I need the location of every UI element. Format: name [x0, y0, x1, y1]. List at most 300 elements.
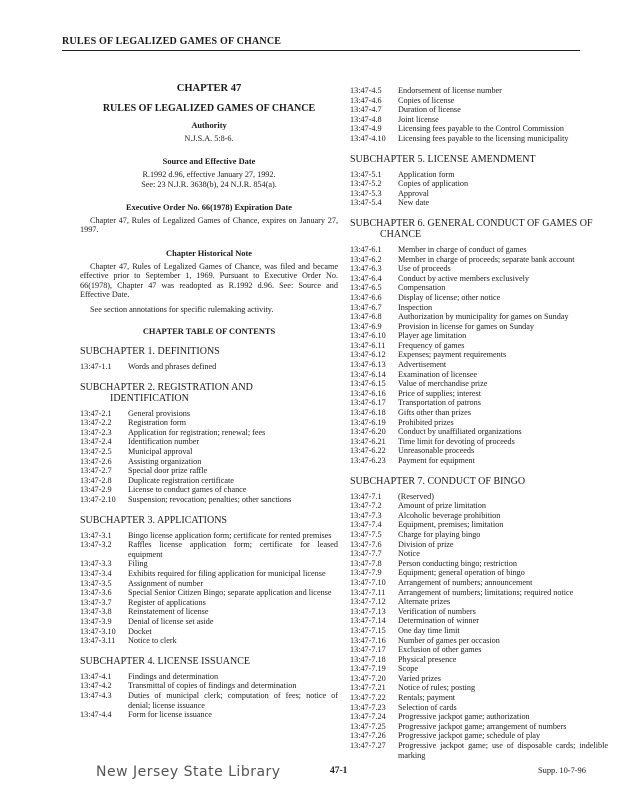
toc-entry — [350, 179, 608, 189]
toc-entry — [80, 466, 338, 476]
right-top-entries — [350, 86, 608, 144]
toc-entry — [350, 170, 608, 180]
section-number: 13:47-7.21 — [350, 683, 386, 693]
executive-order-heading: Executive Order No. 66(1978) Expiration Date — [126, 203, 292, 213]
section-title: Duplicate registration certificate — [128, 475, 234, 485]
section-title: Notice of rules; posting — [398, 683, 476, 693]
toc-entry — [350, 511, 608, 521]
section-title: Exclusion of other games — [398, 645, 482, 655]
section-title: Member in charge of conduct of games — [398, 244, 527, 254]
section-title: Denial of license set aside — [128, 616, 214, 626]
authority-text: N.J.S.A. 5:8-6. — [184, 133, 234, 143]
section-number: 13:47-3.8 — [80, 607, 112, 617]
toc-entry — [80, 531, 338, 541]
section-title: Scope — [398, 664, 419, 674]
section-title: Person conducting bingo; restriction — [398, 558, 517, 568]
section-title: Unreasonable proceeds — [398, 446, 475, 456]
toc-entry — [350, 540, 608, 550]
section-title: Time limit for devoting of proceeds — [398, 436, 515, 446]
subchapter-heading-text: SUBCHAPTER 7. CONDUCT OF BINGO — [350, 475, 526, 487]
section-number: 13:47-7.12 — [350, 597, 386, 607]
section-title: Expenses; payment requirements — [398, 350, 507, 360]
section-number: 13:47-2.7 — [80, 466, 112, 476]
section-number: 13:47-6.18 — [350, 408, 386, 418]
toc-entry — [350, 731, 608, 741]
section-number: 13:47-6.17 — [350, 398, 386, 408]
section-title: Gifts other than prizes — [398, 408, 471, 418]
toc-entry — [80, 617, 338, 627]
toc-entry — [350, 549, 608, 559]
section-title: Examination of licensee — [398, 369, 478, 379]
section-title: Alternate prizes — [398, 597, 451, 607]
section-title: Equipment; general operation of bingo — [398, 568, 525, 578]
section-title: Rentals; payment — [398, 693, 456, 703]
toc-entry — [350, 578, 608, 588]
toc-entry — [80, 636, 338, 646]
section-number: 13:47-6.19 — [350, 417, 386, 427]
toc-entry — [80, 409, 338, 419]
section-number: 13:47-7.24 — [350, 712, 386, 722]
section-title: Reinstatement of license — [128, 607, 209, 617]
toc-entry — [80, 428, 338, 438]
running-head: RULES OF LEGALIZED GAMES OF CHANCE — [62, 36, 580, 51]
toc-entry — [80, 476, 338, 486]
section-title: Provision in license for games on Sunday — [398, 321, 534, 331]
section-title: Equipment, premises; limitation — [398, 520, 504, 530]
authority-heading: Authority — [191, 121, 227, 131]
section-number: 13:47-7.14 — [350, 616, 386, 626]
section-title: Duties of municipal clerk; computation of fees; notice of denial; license issuance — [128, 690, 338, 710]
section-number: 13:47-7.26 — [350, 731, 386, 741]
subchapter-heading — [80, 382, 338, 404]
section-title: Payment for equipment — [398, 456, 475, 465]
section-number: 13:47-7.11 — [350, 587, 386, 597]
toc-entry — [80, 569, 338, 579]
section-title: Transmittal of copies of findings and determination — [128, 681, 297, 691]
toc-entry — [350, 341, 608, 351]
toc-entry — [350, 245, 608, 255]
toc-entry — [350, 645, 608, 655]
section-title: Conduct by unaffiliated organizations — [398, 427, 522, 437]
section-title: Progressive jackpot game; schedule of play — [398, 731, 541, 741]
section-number: 13:47-6.3 — [350, 264, 382, 274]
section-number: 13:47-4.5 — [350, 86, 382, 95]
section-title: License to conduct games of chance — [128, 485, 247, 495]
section-number: 13:47-7.25 — [350, 721, 386, 731]
section-title: Registration form — [128, 418, 186, 428]
section-title: Price of supplies; interest — [398, 388, 481, 398]
section-number: 13:47-7.13 — [350, 606, 386, 616]
section-number: 13:47-6.12 — [350, 350, 386, 360]
section-number: 13:47-6.22 — [350, 446, 386, 456]
toc-entry — [350, 322, 608, 332]
section-title: One day time limit — [398, 625, 460, 635]
toc-entry — [350, 398, 608, 408]
toc-entry — [80, 418, 338, 428]
toc-entry — [350, 283, 608, 293]
section-number: 13:47-7.16 — [350, 635, 386, 645]
toc-entry — [350, 264, 608, 274]
section-number: 13:47-2.4 — [80, 437, 112, 447]
historical-note-heading: Chapter Historical Note — [166, 248, 252, 258]
subchapter-block — [80, 656, 338, 720]
section-number: 13:47-4.2 — [80, 681, 112, 691]
toc-entry — [350, 427, 608, 437]
section-title: Frequency of games — [398, 340, 465, 350]
section-title: Physical presence — [398, 654, 457, 664]
section-number: 13:47-6.20 — [350, 427, 386, 437]
section-title: Transportation of patrons — [398, 398, 481, 408]
toc-entry — [80, 559, 338, 569]
section-title: Amount of prize limitation — [398, 501, 486, 511]
section-title: Varied prizes — [398, 673, 441, 683]
toc-entry — [350, 597, 608, 607]
subchapter-heading — [80, 346, 338, 357]
section-number: 13:47-4.7 — [350, 105, 382, 115]
section-title: Use of proceeds — [398, 264, 451, 274]
subchapter-heading-text: SUBCHAPTER 2. REGISTRATION AND — [80, 381, 253, 393]
toc-entry — [350, 655, 608, 665]
toc-entry — [350, 408, 608, 418]
toc-entry — [350, 389, 608, 399]
subchapter-heading — [80, 515, 338, 526]
section-number: 13:47-6.6 — [350, 292, 382, 302]
section-number: 13:47-7.9 — [350, 568, 382, 578]
right-subchapter-list — [350, 154, 608, 761]
section-number: 13:47-6.10 — [350, 331, 386, 341]
toc-entry — [350, 530, 608, 540]
subchapter-heading-text: SUBCHAPTER 3. APPLICATIONS — [80, 514, 227, 526]
toc-entry — [350, 446, 608, 456]
section-title: Arrangement of numbers; announcement — [398, 577, 533, 587]
section-number: 13:47-7.4 — [350, 520, 382, 530]
subchapter-heading-text: SUBCHAPTER 4. LICENSE ISSUANCE — [80, 655, 251, 667]
section-title: Assisting organization — [128, 456, 202, 466]
toc-entry — [350, 350, 608, 360]
section-title: Suspension; revocation; penalties; other sanctions — [128, 495, 292, 505]
section-title: Selection of cards — [398, 702, 457, 712]
subchapter-block — [350, 218, 608, 466]
supplement-date: Supp. 10-7-96 — [538, 766, 586, 775]
toc-entry — [350, 693, 608, 703]
section-number: 13:47-3.11 — [80, 636, 116, 646]
toc-entry — [80, 485, 338, 495]
section-title: Authorization by municipality for games on Sunday — [398, 312, 569, 322]
section-title: Prohibited prizes — [398, 417, 454, 427]
subchapter-heading-text: SUBCHAPTER 6. GENERAL CONDUCT OF GAMES OF — [350, 217, 593, 229]
toc-entry — [80, 588, 338, 598]
section-number: 13:47-7.8 — [350, 558, 382, 568]
toc-entry — [350, 418, 608, 428]
section-number: 13:47-7.15 — [350, 625, 386, 635]
library-watermark: New Jersey State Library — [96, 764, 281, 780]
source-heading: Source and Effective Date — [162, 157, 256, 167]
section-number: 13:47-3.5 — [80, 578, 112, 588]
section-number: 13:47-7.10 — [350, 577, 386, 587]
toc-entry — [80, 540, 338, 559]
toc-entry — [80, 691, 338, 710]
section-number: 13:47-3.10 — [80, 626, 116, 636]
toc-entry — [350, 124, 608, 134]
section-number: 13:47-3.7 — [80, 597, 112, 607]
toc-entry — [80, 495, 338, 505]
section-number: 13:47-7.3 — [350, 510, 382, 520]
toc-entry — [350, 626, 608, 636]
section-title: Register of applications — [128, 597, 206, 607]
section-title: Charge for playing bingo — [398, 529, 481, 539]
section-number: 13:47-3.6 — [80, 588, 112, 598]
toc-entry — [80, 681, 338, 691]
section-number: 13:47-5.2 — [350, 179, 382, 189]
executive-order-text: Chapter 47, Rules of Legalized Games of Chance, expires on January 27, 1997. — [80, 215, 338, 235]
toc-entry — [350, 492, 608, 502]
section-number: 13:47-6.16 — [350, 388, 386, 398]
toc-entry — [80, 607, 338, 617]
section-number: 13:47-5.1 — [350, 169, 382, 179]
section-number: 13:47-6.1 — [350, 244, 382, 254]
section-title: Inspection — [398, 302, 433, 312]
section-number: 13:47-2.10 — [80, 495, 116, 505]
subchapter-block — [80, 515, 338, 646]
section-title: Application form — [398, 169, 455, 179]
section-number: 13:47-6.4 — [350, 273, 382, 283]
section-number: 13:47-2.6 — [80, 456, 112, 466]
section-number: 13:47-2.2 — [80, 418, 112, 428]
section-number: 13:47-4.1 — [80, 671, 112, 681]
section-number: 13:47-6.8 — [350, 312, 382, 322]
section-number: 13:47-4.9 — [350, 124, 382, 134]
section-number: 13:47-6.5 — [350, 283, 382, 293]
section-title: Assignment of number — [128, 578, 204, 588]
subchapter-heading — [350, 218, 608, 240]
section-title: Copies of license — [398, 95, 455, 105]
section-number: 13:47-6.21 — [350, 436, 386, 446]
subchapter-heading — [350, 476, 608, 487]
chapter-title: RULES OF LEGALIZED GAMES OF CHANCE — [102, 102, 316, 114]
toc-entry — [350, 86, 608, 96]
toc-entry — [350, 568, 608, 578]
section-title: Copies of application — [398, 179, 469, 189]
left-subchapter-list — [80, 346, 338, 720]
toc-entry — [350, 255, 608, 265]
toc-entry — [350, 616, 608, 626]
section-number: 13:47-7.17 — [350, 645, 386, 655]
toc-heading: CHAPTER TABLE OF CONTENTS — [142, 326, 276, 336]
section-title: Compensation — [398, 283, 446, 293]
section-title: Verification of numbers — [398, 606, 476, 616]
section-number: 13:47-4.10 — [350, 133, 386, 143]
toc-entry — [350, 105, 608, 115]
section-title: Value of merchandise prize — [398, 379, 488, 389]
subchapter-heading — [350, 154, 608, 165]
section-number: 13:47-7.18 — [350, 654, 386, 664]
section-title: Approval — [398, 188, 429, 198]
section-title: Progressive jackpot game; arrangement of numbers — [398, 721, 567, 731]
section-title: General provisions — [128, 408, 191, 418]
toc-entry — [350, 189, 608, 199]
toc-entry — [80, 447, 338, 457]
toc-entry — [350, 437, 608, 447]
section-number: 13:47-6.23 — [350, 456, 386, 465]
section-number: 13:47-1.1 — [80, 362, 112, 372]
section-title: Notice to clerk — [128, 636, 177, 646]
subchapter-block — [350, 154, 608, 208]
section-title: Arrangement of numbers; limitations; required notice — [398, 587, 574, 597]
section-title: New date — [398, 198, 430, 208]
toc-entry — [350, 293, 608, 303]
section-number: 13:47-6.9 — [350, 321, 382, 331]
toc-entry — [80, 457, 338, 467]
toc-entry — [350, 703, 608, 713]
section-number: 13:47-6.2 — [350, 254, 382, 264]
subchapter-heading-continued: IDENTIFICATION — [110, 392, 189, 404]
section-number: 13:47-4.6 — [350, 95, 382, 105]
section-title: Number of games per occasion — [398, 635, 500, 645]
section-number: 13:47-3.9 — [80, 616, 112, 626]
toc-entry — [80, 672, 338, 682]
toc-entry — [350, 588, 608, 598]
section-number: 13:47-3.3 — [80, 559, 112, 569]
toc-entry — [350, 636, 608, 646]
toc-entry — [350, 683, 608, 693]
section-title: Joint license — [398, 114, 439, 124]
section-number: 13:47-6.14 — [350, 369, 386, 379]
section-title: Alcoholic beverage prohibition — [398, 510, 501, 520]
toc-entry — [80, 362, 338, 372]
section-title: Progressive jackpot game; authorization — [398, 712, 530, 722]
toc-entry — [80, 579, 338, 589]
toc-entry — [350, 501, 608, 511]
section-number: 13:47-7.6 — [350, 539, 382, 549]
toc-entry — [80, 437, 338, 447]
subchapter-heading-continued: CHANCE — [380, 228, 422, 240]
toc-entry — [350, 674, 608, 684]
subchapter-heading — [80, 656, 338, 667]
source-line-2: See: 23 N.J.R. 3638(b), 24 N.J.R. 854(a). — [141, 179, 277, 189]
toc-entry — [350, 379, 608, 389]
section-title: Endorsement of license number — [398, 86, 502, 95]
toc-entry — [350, 303, 608, 313]
toc-entry — [350, 520, 608, 530]
section-title: Special door prize raffle — [128, 466, 208, 476]
section-title: Licensing fees payable to the licensing municipality — [398, 133, 569, 143]
section-number: 13:47-2.3 — [80, 427, 112, 437]
section-title: Player age limitation — [398, 331, 467, 341]
toc-entry — [350, 134, 608, 144]
section-number: 13:47-6.15 — [350, 379, 386, 389]
section-number: 13:47-3.2 — [80, 540, 112, 550]
subchapter-block — [80, 382, 338, 505]
toc-entry — [350, 274, 608, 284]
section-title: Notice — [398, 549, 420, 559]
section-title: Advertisement — [398, 360, 447, 370]
section-title: Findings and determination — [128, 671, 219, 681]
section-number: 13:47-5.4 — [350, 198, 382, 208]
section-number: 13:47-3.4 — [80, 569, 112, 578]
section-number: 13:47-7.7 — [350, 549, 382, 559]
section-title: Docket — [128, 626, 152, 636]
section-number: 13:47-7.27 — [350, 741, 386, 751]
source-line-1: R.1992 d.96, effective January 27, 1992. — [142, 169, 276, 179]
section-title: Display of license; other notice — [398, 292, 501, 302]
subchapter-heading-text: SUBCHAPTER 5. LICENSE AMENDMENT — [350, 153, 536, 165]
section-number: 13:47-7.23 — [350, 702, 386, 712]
toc-entry — [350, 370, 608, 380]
section-title: Raffles license application form; certificate for leased equipment — [128, 540, 338, 559]
toc-entry — [350, 198, 608, 208]
section-title: Form for license issuance — [128, 710, 212, 720]
section-number: 13:47-4.3 — [80, 690, 112, 700]
section-title: (Reserved) — [398, 491, 434, 501]
section-title: Duration of license — [398, 105, 461, 115]
section-number: 13:47-7.5 — [350, 529, 382, 539]
toc-entry — [350, 312, 608, 322]
toc-entry — [350, 664, 608, 674]
toc-entry — [350, 96, 608, 106]
toc-entry — [80, 627, 338, 637]
section-number: 13:47-7.20 — [350, 673, 386, 683]
toc-entry — [350, 456, 608, 466]
section-number: 13:47-4.8 — [350, 114, 382, 124]
toc-entry — [350, 712, 608, 722]
subchapter-block — [350, 476, 608, 761]
section-number: 13:47-2.9 — [80, 485, 112, 495]
section-title: Determination of winner — [398, 616, 479, 626]
annotations-note: See section annotations for specific rulemaking activity. — [90, 304, 274, 314]
section-title: Conduct by active members exclusively — [398, 273, 529, 283]
section-title: Bingo license application form; certificate for rented premises — [128, 530, 332, 540]
toc-entry — [350, 360, 608, 370]
toc-entry — [350, 741, 608, 760]
section-title: Municipal approval — [128, 447, 193, 457]
subchapter-block — [80, 346, 338, 372]
section-number: 13:47-6.7 — [350, 302, 382, 312]
section-title: Exhibits required for filing application for municipal license — [128, 569, 326, 578]
section-title: Division of prize — [398, 539, 454, 549]
toc-entry — [350, 331, 608, 341]
section-number: 13:47-6.11 — [350, 340, 386, 350]
left-column — [80, 84, 338, 720]
section-title: Member in charge of proceeds; separate bank account — [398, 254, 575, 264]
toc-entry — [350, 607, 608, 617]
toc-entry — [80, 710, 338, 720]
subchapter-heading-text: SUBCHAPTER 1. DEFINITIONS — [80, 346, 220, 358]
section-number: 13:47-3.1 — [80, 530, 112, 540]
section-number: 13:47-7.1 — [350, 491, 382, 501]
toc-entry — [80, 598, 338, 608]
section-title: Identification number — [128, 437, 200, 447]
toc-entry — [350, 722, 608, 732]
section-number: 13:47-7.2 — [350, 501, 382, 511]
section-number: 13:47-7.19 — [350, 664, 386, 674]
section-title: Licensing fees payable to the Control Commission — [398, 124, 564, 134]
section-number: 13:47-2.8 — [80, 475, 112, 485]
section-title: Special Senior Citizen Bingo; separate application and license — [128, 588, 332, 598]
section-number: 13:47-2.5 — [80, 447, 112, 457]
section-title: Words and phrases defined — [128, 362, 217, 372]
historical-note-text: Chapter 47, Rules of Legalized Games of Chance, was filed and became effective prior to September 1, 1969. Pursuant to Executive Order No. 66(1978), Chapter 47 was readopted as R.1992 d.96. See: Source and Effective Date. — [80, 261, 338, 300]
chapter-number: CHAPTER 47 — [176, 83, 242, 94]
section-number: 13:47-6.13 — [350, 360, 386, 370]
section-title: Progressive jackpot game; use of disposable cards; indelible marking — [398, 741, 608, 760]
toc-entry — [350, 559, 608, 569]
section-title: Filing — [128, 559, 148, 569]
right-column — [350, 86, 608, 760]
section-number: 13:47-7.22 — [350, 693, 386, 703]
section-title: Application for registration; renewal; fees — [128, 427, 266, 437]
section-number: 13:47-2.1 — [80, 408, 112, 418]
page-number: 47-1 — [330, 766, 348, 776]
